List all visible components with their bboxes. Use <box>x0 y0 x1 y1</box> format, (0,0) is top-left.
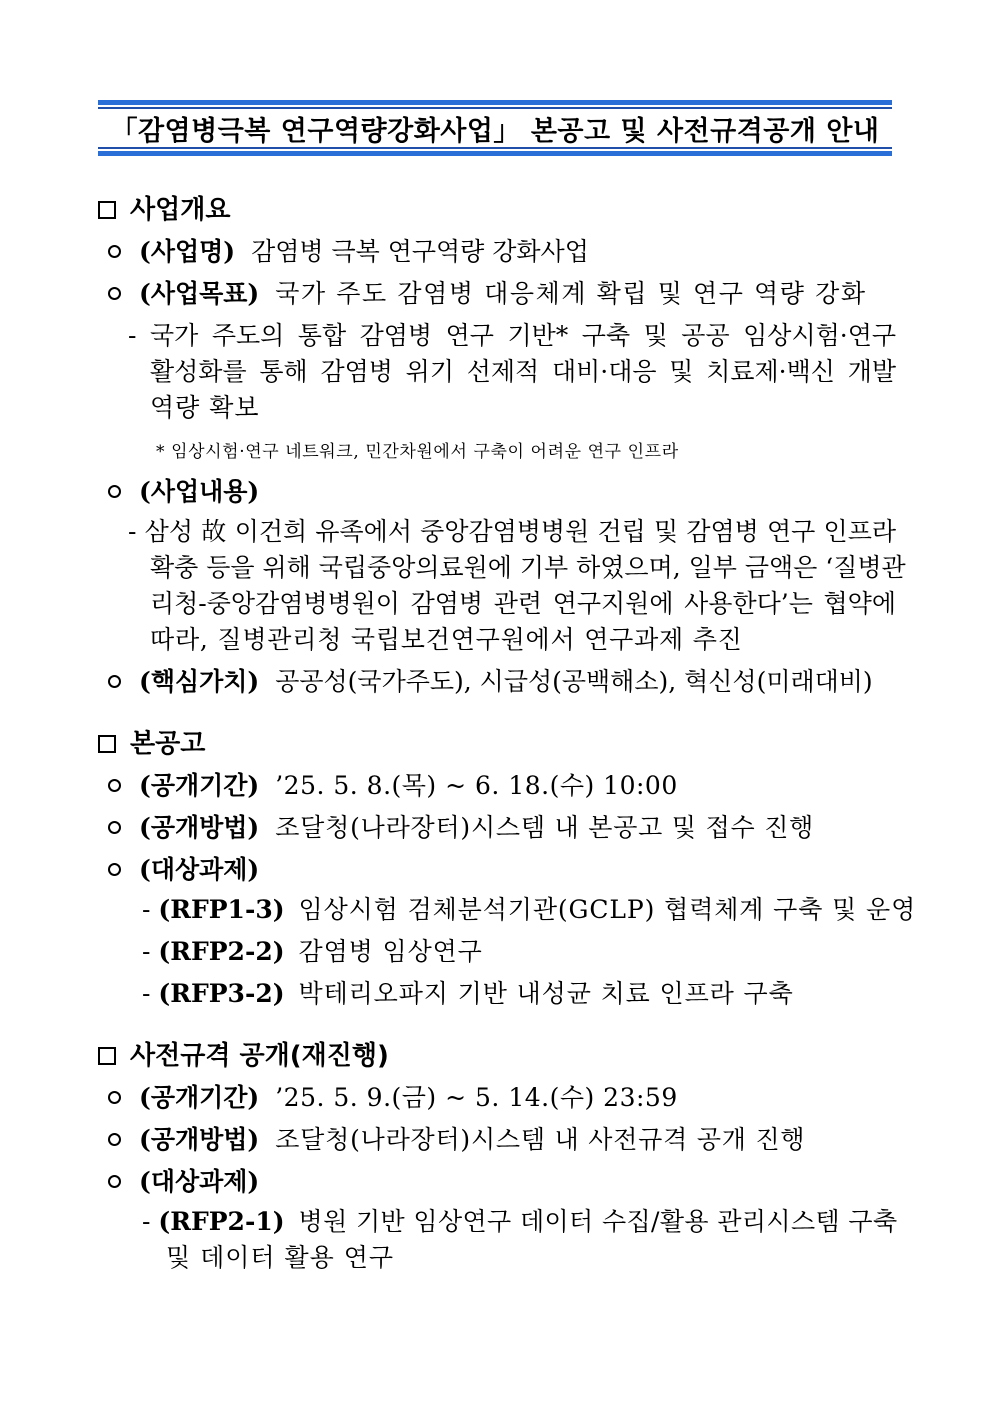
main-period-item: (공개기간) ’25. 5. 8.(목) ~ 6. 18.(수) 10:00 <box>108 770 678 802</box>
overview-content-item: (사업내용) <box>108 476 259 508</box>
circle-bullet-icon <box>108 675 121 688</box>
main-target-item: (대상과제) <box>108 854 259 886</box>
checkbox-square-icon <box>98 201 116 219</box>
content-detail-line-4: 따라, 질병관리청 국립보건연구원에서 연구과제 추진 <box>150 625 743 654</box>
checkbox-square-icon <box>98 735 116 753</box>
circle-bullet-icon <box>108 821 121 834</box>
checkbox-square-icon <box>98 1047 116 1065</box>
content-detail-line-1: - 삼성 故 이건희 유족에서 중앙감염병병원 건립 및 감염병 연구 인프라 <box>128 517 896 546</box>
circle-bullet-icon <box>108 245 121 258</box>
section-heading-pre-spec: 사전규격 공개(재진행) <box>98 1040 389 1072</box>
pre-method-item: (공개방법) 조달청(나라장터)시스템 내 사전규격 공개 진행 <box>108 1124 805 1156</box>
content-detail-line-2: 확충 등을 위해 국립중앙의료원에 기부 하였으며, 일부 금액은 ‘질병관 <box>150 553 906 582</box>
main-target-rfp3-2: - (RFP3-2) 박테리오파지 기반 내성균 치료 인프라 구축 <box>142 979 794 1008</box>
content-detail-line-3: 리청-중앙감염병병원이 감염병 관련 연구지원에 사용한다’는 협약에 <box>150 589 896 618</box>
circle-bullet-icon <box>108 287 121 300</box>
circle-bullet-icon <box>108 485 121 498</box>
pre-period-item: (공개기간) ’25. 5. 9.(금) ~ 5. 14.(수) 23:59 <box>108 1082 678 1114</box>
pre-target-item: (대상과제) <box>108 1166 259 1198</box>
circle-bullet-icon <box>108 1091 121 1104</box>
overview-goal-item: (사업목표) 국가 주도 감염병 대응체계 확립 및 연구 역량 강화 <box>108 278 867 310</box>
circle-bullet-icon <box>108 1133 121 1146</box>
pre-target-rfp2-1-cont: 및 데이터 활용 연구 <box>166 1243 395 1272</box>
overview-value-item: (핵심가치) 공공성(국가주도), 시급성(공백해소), 혁신성(미래대비) <box>108 666 873 698</box>
circle-bullet-icon <box>108 1175 121 1188</box>
goal-detail-line-2: 활성화를 통해 감염병 위기 선제적 대비·대응 및 치료제·백신 개발 <box>150 357 896 386</box>
document-title: 「감염병극복 연구역량강화사업」 본공고 및 사전규격공개 안내 <box>110 115 880 147</box>
circle-bullet-icon <box>108 863 121 876</box>
pre-target-rfp2-1: - (RFP2-1) 병원 기반 임상연구 데이터 수집/활용 관리시스템 구축 <box>142 1207 898 1236</box>
section-heading-overview: 사업개요 <box>98 194 230 226</box>
goal-detail-line-3: 역량 확보 <box>150 393 260 422</box>
overview-name-item: (사업명) 감염병 극복 연구역량 강화사업 <box>108 236 589 268</box>
main-target-rfp2-2: - (RFP2-2) 감염병 임상연구 <box>142 937 483 966</box>
circle-bullet-icon <box>108 779 121 792</box>
section-heading-main-notice: 본공고 <box>98 728 205 760</box>
main-target-rfp1-3: - (RFP1-3) 임상시험 검체분석기관(GCLP) 협력체계 구축 및 운영 <box>142 895 917 924</box>
document-title-banner <box>98 100 892 156</box>
main-method-item: (공개방법) 조달청(나라장터)시스템 내 본공고 및 접수 진행 <box>108 812 814 844</box>
goal-footnote: * 임상시험·연구 네트워크, 민간차원에서 구축이 어려운 연구 인프라 <box>156 442 679 462</box>
goal-detail-line-1: - 국가 주도의 통합 감염병 연구 기반* 구축 및 공공 임상시험·연구 <box>128 321 896 350</box>
